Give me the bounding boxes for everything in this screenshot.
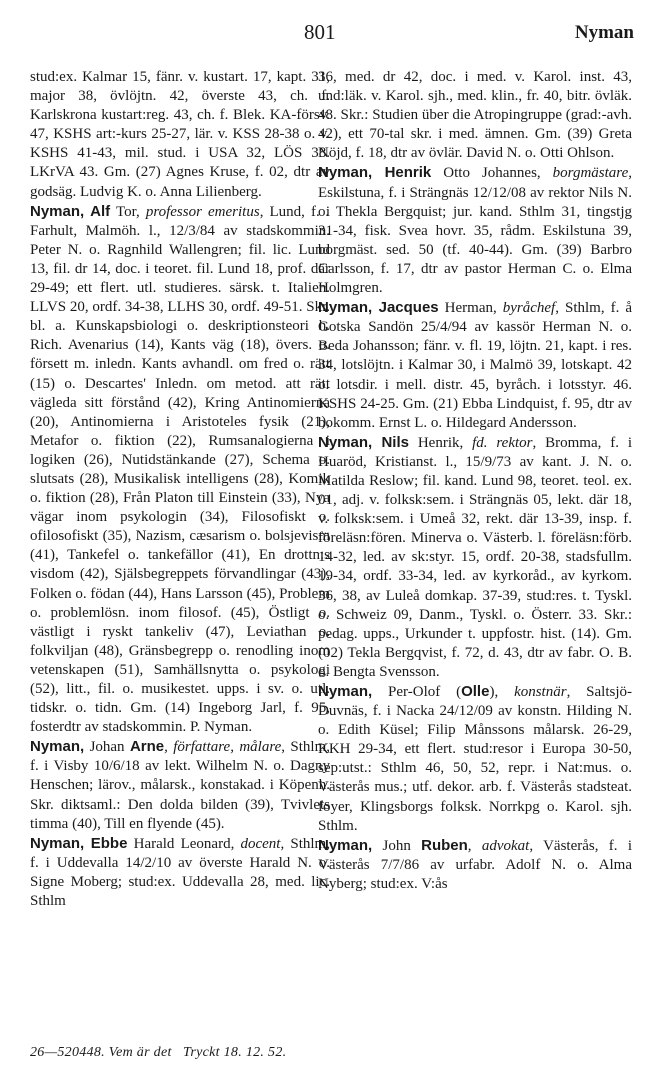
entry-headword: Nyman, Henrik: [318, 164, 432, 182]
entry-text: stud:ex. Kalmar 15, fänr. v. kustart. 17, kapt. 31, major 38, övlöjtn. 42, överste 43, ch. f. Karlskrona kustart:reg. 43, ch. f. Blek. KA-försv. 47, KSHS art:-kurs 25-27, lär. v. KSS 28-38 o. v. KSHS 41-43, mil. stud. i USA 32, LÖS 38. LKrVA 43. Gm. (27) Agnes Kruse, f. 02, dtr av godsäg. Ludvig K. o. Anna Lilienberg.: [30, 69, 330, 200]
entry-headword-callname: Ruben: [421, 836, 468, 854]
entry-headword: Nyman,: [30, 738, 85, 756]
entry-olle-nyman: [318, 682, 632, 836]
entry-title: docent: [240, 835, 281, 852]
left-column: [30, 68, 330, 911]
entry-given-names: Harald Leonard,: [127, 835, 241, 852]
entry-arne-nyman: [30, 737, 330, 833]
entry-given-names: Herman,: [438, 300, 503, 317]
entry-alf-nyman: [30, 202, 330, 738]
entry-title: byråchef: [502, 300, 556, 317]
entry-headword-callname: Olle: [461, 683, 490, 700]
entry-given-names: Johan: [84, 739, 130, 756]
entry-ruben-nyman: [318, 836, 632, 894]
entry-given-names: Otto Johannes,: [431, 165, 553, 182]
entry-title: , författare, målare: [164, 739, 282, 756]
entry-title: borgmästare: [552, 165, 629, 182]
entry-given-names: Tor,: [110, 203, 146, 220]
entry-text: , Sthlm, f. i Uddevalla 14/2/10 av överste Harald N. o. Signe Moberg; stud:ex. Uddevalla 28, med. lic. Sthlm: [30, 835, 330, 910]
entry-headword: Nyman,: [318, 836, 373, 854]
entry-text: , Bromma, f. i Huaröd, Kristianst. l., 15/9/73 av kant. J. N. o. Matilda Reslow; fil. kand. Lund 98, teoret. teol. ex. 01, adj. v. folksk:sem. i Strängnäs 05, lekt. där 18, v. folksk:sem. i Umeå 32, rekt. där 13-39, insp. f. föreläsn:fören. Minerva o. Västerb. l. föreläsn:förb. 14-32, led. av sk:styr. 15, ordf. 20-38, stadsfullm. 19-34, ordf. 33-34, led. av kyrkoråd., av kyrkom. 36, 38, av Luleå domkap. 37-39, stud:res. t. Tyskl. o. Schweiz 09, Danm., Tyskl. o. Österr. 33. Skr.: pedag. upps., Urkunder t. uppfostr. hist. (14). Gm. (02) Tekla Bergqvist, f. 72, d. 43, dtr av fabr. O. B. o. Bengta Svensson.: [318, 434, 633, 680]
entry-title: , advokat: [467, 837, 530, 854]
page-number: 801: [304, 20, 336, 44]
entry-text: , Lund, f. i Farhult, Malmöh. l., 12/3/84 av stadskommin. Peter N. o. Ragnhild Wallengren; fil. lic. Lund 13, fil. dr 14, doc. i teoret. fil. Lund 18, prof. där 29-49; ett flert. utl. studieres. särsk. t. Italien. LLVS 20, ordf. 34-38, LLHS 30, ordf. 49-51. Skr. bl. a. Kunskapsbiologi o. deskriptionsteori h. Rich. Avenarius (14), Kants väg (18), övers. o. försett m. inledn. Kants avhandl. om fred o. rätt (15) o. Descartes' Inledn. om metod. att rätt vägleda sitt förstånd (42), Kring Antinomierna (20), Antinomierna i Aristoteles fysik (21), Metafor o. fiktion (22), Rumsanalogierna i logiken (26), Nutidstänkande (27), Schema o. slutsats (28), Musikalisk intelligens (28), Komik o. fiktion (28), Från Platon till Einstein (33), Nya vägar inom psykologin (34), Filosofiskt o. ofilosofiskt (35), Nazism, cæsarism o. bolsjevism (41), Tankefel o. tankefällor (41), En drottn:s visdom (42), Själsbegreppets förvandlingar (43), Folken o. födan (44), Hans Larsson (45), Problem o. problemlösn. inom filosof. (45), Östligt o. västligt i ryskt tankeliv (47), Leviathan o. folkviljan (48), Gränsbegrepp o. renodling inom vetenskapen (51), Samhällsnytta o. psykologi (52), litt., fil. o. musikestet. upps. i sv. o. utl. tidskr. o. tidn. Gm. (14) Ingeborg Jarl, f. 95, fosterdtr av stadskommin. P. Nyman.: [30, 203, 331, 736]
page-header: [0, 20, 664, 50]
entry-text: 36, med. dr 42, doc. i med. v. Karol. inst. 43, und:läk. v. Karol. sjh., med. klin., fr. 40, bitr. övläk. 48. Skr.: Studien über die Atropingruppe (grad:-avh. 42), ett 70-tal skr. i med. ämnen. Gm. (39) Greta Nöjd, f. 18, dtr av övlär. David N. o. Otti Ohlson.: [318, 69, 632, 162]
entry-continuation: [30, 68, 330, 202]
page-footer: [30, 1045, 286, 1061]
running-head: Nyman: [574, 22, 634, 43]
imprint: Vem är det Tryckt 18. 12. 52.: [108, 1045, 287, 1060]
entry-jacques-nyman: [318, 298, 632, 433]
entry-title: konstnär: [514, 684, 567, 700]
entry-continuation: [318, 68, 632, 163]
entry-headword: Nyman, Nils: [318, 433, 409, 451]
entry-title: fd. rektor: [472, 434, 533, 451]
print-code: 26—520448.: [30, 1045, 105, 1060]
entry-ebbe-nyman: [30, 834, 330, 911]
entry-punct: ),: [489, 684, 515, 700]
entry-given-names: Per-Olof (: [372, 684, 462, 700]
entry-text: , Eskilstuna, f. i Strängnäs 12/12/08 av rektor Nils N. o. Thekla Bergquist; jur. kand. Sthlm 31, tingstjg 31-34, fisk. Svea hovr. 35, rådm. Eskilstuna 39, borgmäst. sed. 50 (tf. 40-44). Gm. (39) Barbro Carlsson, f. 17, dtr av pastor Herman C. o. Elma Holmgren.: [318, 165, 632, 297]
entry-nils-nyman: [318, 433, 632, 682]
entry-headword: Nyman, Jacques: [318, 299, 439, 317]
entry-headword: Nyman, Ebbe: [30, 834, 128, 852]
entry-headword-callname: Arne: [129, 738, 165, 756]
entry-headword: Nyman, Alf: [30, 202, 111, 220]
entry-text: , Sthlm, f. i Visby 10/6/18 av lekt. Wilhelm N. o. Dagny Henschen; lärov., målarsk., konstakad. i Köpenh. Skr. diktsaml.: Den dolda bilden (39), Tvivlets timma (40), Till en flyende (45).: [30, 739, 330, 832]
entry-headword: Nyman,: [318, 683, 373, 700]
entry-text: , Saltsjö-Duvnäs, f. i Nacka 24/12/09 av konstn. Hilding N. o. Edith Küsel; Filip Månssons målarsk. 26-29, KKH 29-34, ett flert. stud:resor i Europa 30-50, sep:utst.: Sthlm 46, 50, 52, repr. i Nat:mus. o. Västerås mus.; utf. dekor. arb. f. Västerås stadsteat. foyer, Klingsborgs folksk. Norrkpg o. Karol. sjh. Sthlm.: [318, 684, 633, 834]
entry-given-names: John: [372, 837, 422, 854]
entry-title: professor emeritus: [145, 203, 260, 220]
entry-text: , Sthlm, f. å Gotska Sandön 25/4/94 av kassör Herman N. o. Beda Johansson; fänr. v. fl. 19, löjtn. 21, kapt. i res. 34, lotslöjtn. i Kalmar 30, i Malmö 39, lotskapt. 42 o. lotsdir. i mell. distr. 45, byråch. i lotsstyr. 46. KSHS 24-25. Gm. (21) Ebba Lindquist, f. 95, dtr av bokomm. Ernst L. o. Hildegard Andersson.: [318, 300, 633, 431]
entry-given-names: Henrik,: [408, 434, 473, 451]
right-column: [318, 68, 632, 894]
entry-text: , Västerås, f. i Västerås 7/7/86 av urfabr. Adolf N. o. Alma Nyberg; stud:ex. V:ås: [318, 837, 632, 892]
entry-henrik-nyman: [318, 163, 632, 298]
